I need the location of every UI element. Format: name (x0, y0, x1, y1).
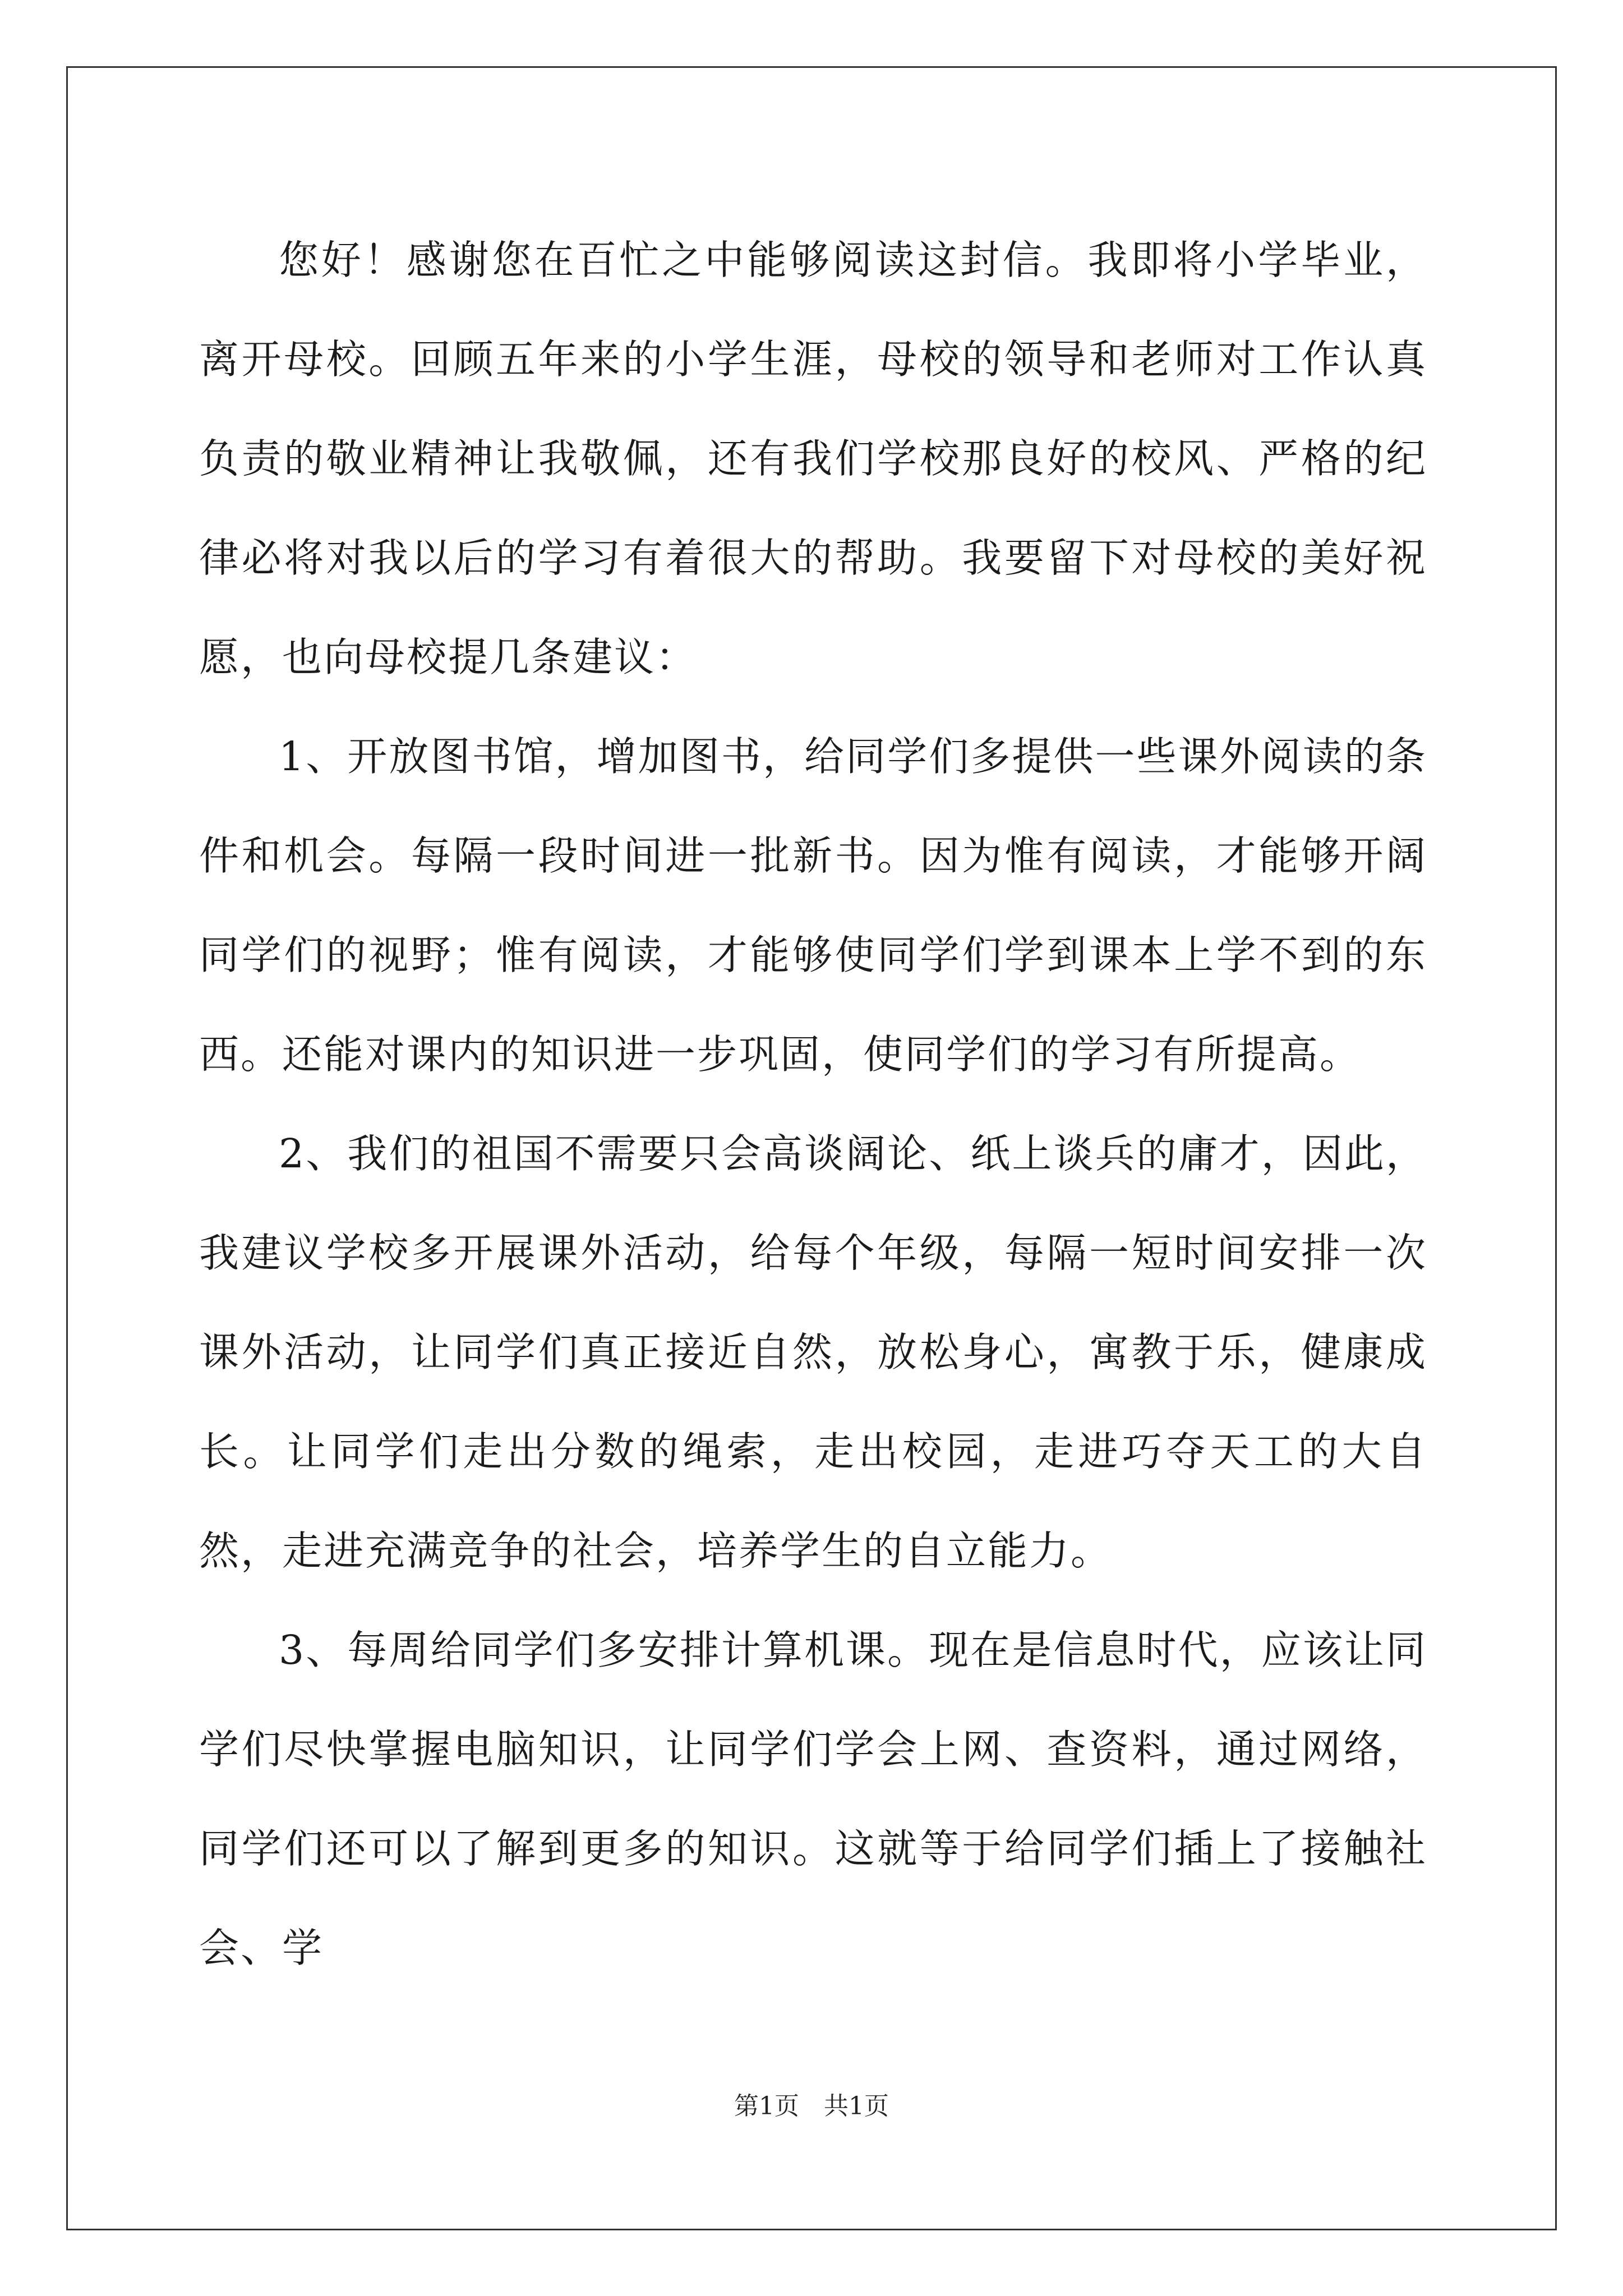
paragraph-suggestion-2: 2、我们的祖国不需要只会高谈阔论、纸上谈兵的庸才，因此，我建议学校多开展课外活动，给每个年级，每隔一短时间安排一次课外活动，让同学们真正接近自然，放松身心，寓教于乐，健康成长。让同学们走出分数的绳索，走出校园，走进巧夺天工的大自然，走进充满竞争的社会，培养学生的自立能力。 (199, 1130, 1427, 1574)
paragraph-greeting: 您好！感谢您在百忙之中能够阅读这封信。我即将小学毕业，离开母校。回顾五年来的小学生涯，母校的领导和老师对工作认真负责的敬业精神让我敬佩，还有我们学校那良好的校风、严格的纪律必将对我以后的学习有着很大的帮助。我要留下对母校的美好祝愿，也向母校提几条建议： (199, 237, 1427, 680)
paragraph-suggestion-1: 1、开放图书馆，增加图书，给同学们多提供一些课外阅读的条件和机会。每隔一段时间进一批新书。因为惟有阅读，才能够开阔同学们的视野；惟有阅读，才能够使同学们学到课本上学不到的东西。还能对课内的知识进一步巩固，使同学们的学习有所提高。 (199, 733, 1427, 1078)
page-total: 共1页 (824, 2092, 889, 2120)
paragraph-suggestion-3: 3、每周给同学们多安排计算机课。现在是信息时代，应该让同学们尽快掌握电脑知识，让同学们学会上网、查资料，通过网络，同学们还可以了解到更多的知识。这就等于给同学们插上了接触社会、学 (199, 1627, 1427, 1971)
page-number: 第1页 (734, 2092, 799, 2120)
letter-body (199, 210, 1427, 1998)
page-footer (0, 2090, 1623, 2123)
